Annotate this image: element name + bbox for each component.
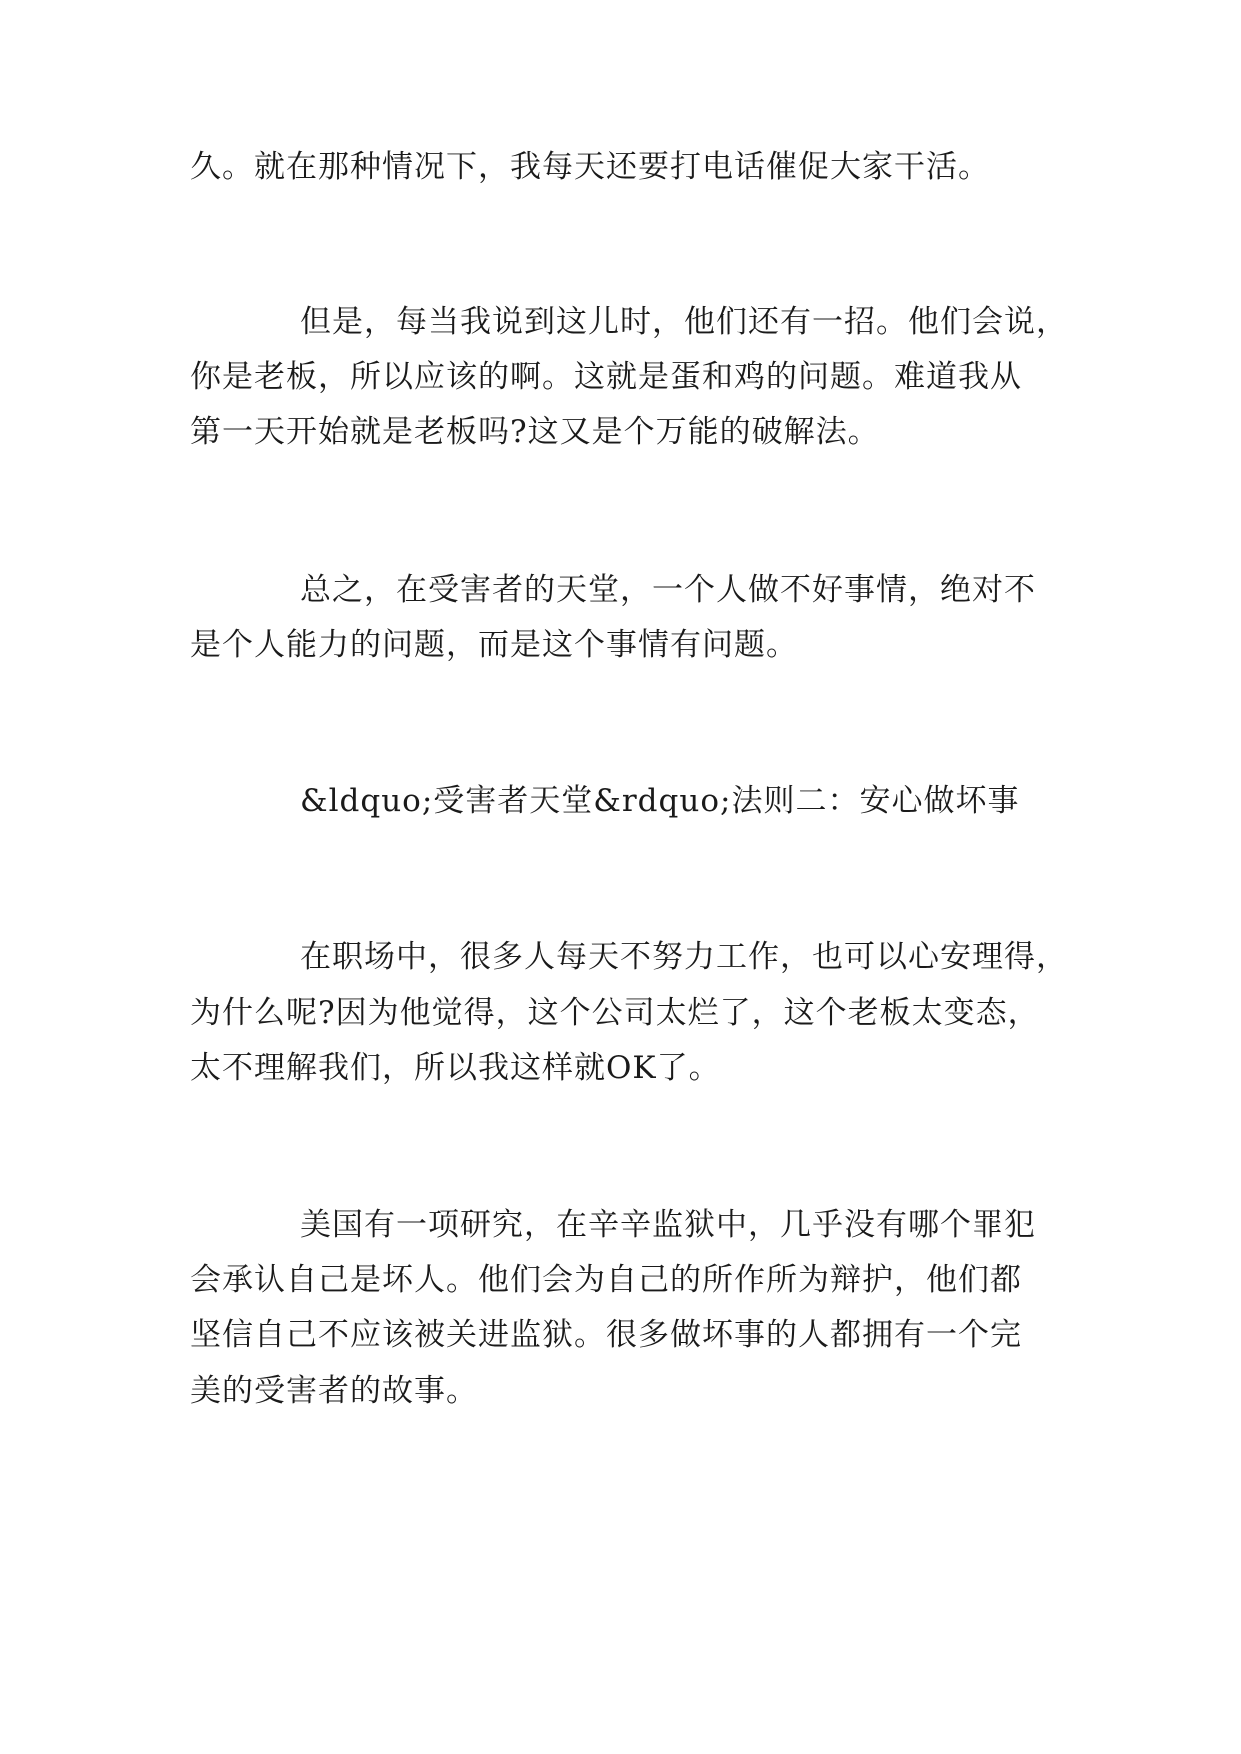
paragraph-line: 第一天开始就是老板吗?这又是个万能的破解法。: [190, 414, 880, 450]
paragraph-line: 坚信自己不应该被关进监狱。很多做坏事的人都拥有一个完: [190, 1317, 1022, 1353]
paragraph-line: 是个人能力的问题，而是这个事情有问题。: [190, 627, 798, 663]
paragraph-line: 太不理解我们，所以我这样就OK了。: [190, 1050, 721, 1086]
paragraph-line: 美国有一项研究，在辛辛监狱中，几乎没有哪个罪犯: [300, 1207, 1036, 1243]
paragraph-line: 久。就在那种情况下，我每天还要打电话催促大家干活。: [190, 149, 990, 185]
paragraph-line: 在职场中，很多人每天不努力工作，也可以心安理得，: [300, 939, 1068, 975]
paragraph-line: 为什么呢?因为他觉得，这个公司太烂了，这个老板太变态，: [190, 995, 1040, 1031]
paragraph-line: 美的受害者的故事。: [190, 1373, 478, 1409]
section-heading: &ldquo;受害者天堂&rdquo;法则二：安心做坏事: [300, 783, 1020, 819]
paragraph-line: 但是，每当我说到这儿时，他们还有一招。他们会说，: [300, 304, 1068, 340]
paragraph-line: 你是老板，所以应该的啊。这就是蛋和鸡的问题。难道我从: [190, 359, 1022, 395]
paragraph-line: 总之，在受害者的天堂，一个人做不好事情，绝对不: [300, 572, 1036, 608]
paragraph-line: 会承认自己是坏人。他们会为自己的所作所为辩护，他们都: [190, 1262, 1022, 1298]
